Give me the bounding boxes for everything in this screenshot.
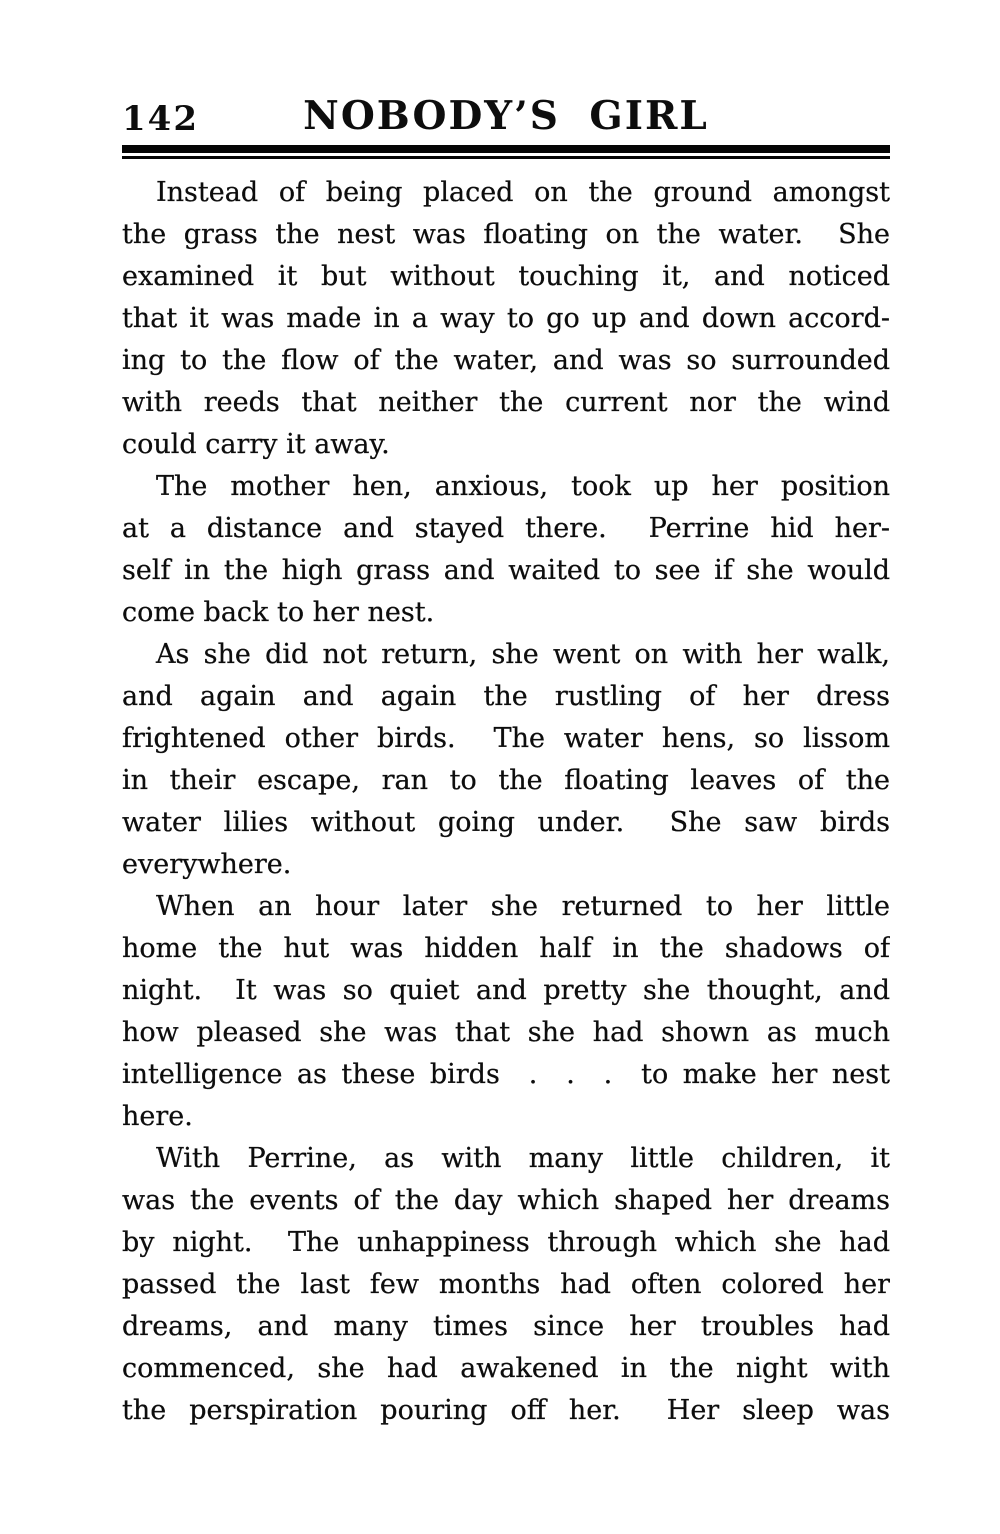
text-line: self in the high grass and waited to see if she would — [122, 555, 890, 586]
text-line: night. It was so quiet and pretty she thought, and — [122, 975, 890, 1006]
text-line: by night. The unhappiness through which she had — [122, 1227, 890, 1258]
text-line: the perspiration pouring off her. Her sleep was — [122, 1395, 890, 1426]
text-line: the grass the nest was floating on the water. She — [122, 219, 890, 250]
text-line: passed the last few months had often colored her — [122, 1269, 890, 1300]
text-line: at a distance and stayed there. Perrine hid her- — [122, 513, 890, 544]
text-line: how pleased she was that she had shown as much — [122, 1017, 890, 1048]
text-line: When an hour later she returned to her little — [156, 891, 890, 922]
running-title: NOBODY’S GIRL — [303, 93, 709, 139]
text-line: dreams, and many times since her troubles had — [122, 1311, 890, 1342]
text-line: frightened other birds. The water hens, so lissom — [122, 723, 890, 754]
text-line: The mother hen, anxious, took up her position — [156, 471, 890, 502]
text-line: that it was made in a way to go up and down accord- — [122, 303, 890, 334]
page-content — [122, 0, 890, 1432]
text-line: Instead of being placed on the ground amongst — [156, 177, 890, 208]
text-line: examined it but without touching it, and noticed — [122, 261, 890, 292]
text-line: With Perrine, as with many little children, it — [156, 1143, 890, 1174]
text-line: with reeds that neither the current nor the wind — [122, 387, 890, 418]
text-line: As she did not return, she went on with her walk, — [156, 639, 890, 670]
text-line: ing to the flow of the water, and was so surrounded — [122, 345, 890, 376]
text-line: was the events of the day which shaped her dreams — [122, 1185, 890, 1216]
text-line: in their escape, ran to the floating leaves of the — [122, 765, 890, 796]
text-line: and again and again the rustling of her dress — [122, 681, 890, 712]
text-line: here. — [122, 1101, 193, 1132]
page-header — [122, 0, 890, 139]
text-line: home the hut was hidden half in the shadows of — [122, 933, 890, 964]
text-line: commenced, she had awakened in the night with — [122, 1353, 890, 1384]
text-line: water lilies without going under. She saw birds — [122, 807, 890, 838]
page-text — [122, 172, 890, 1432]
text-line: everywhere. — [122, 849, 292, 880]
text-line: come back to her nest. — [122, 597, 435, 628]
text-line: could carry it away. — [122, 429, 390, 460]
page-number: 142 — [122, 99, 199, 139]
header-rule — [122, 145, 890, 159]
text-line: intelligence as these birds . . . to make her nest — [122, 1059, 890, 1090]
